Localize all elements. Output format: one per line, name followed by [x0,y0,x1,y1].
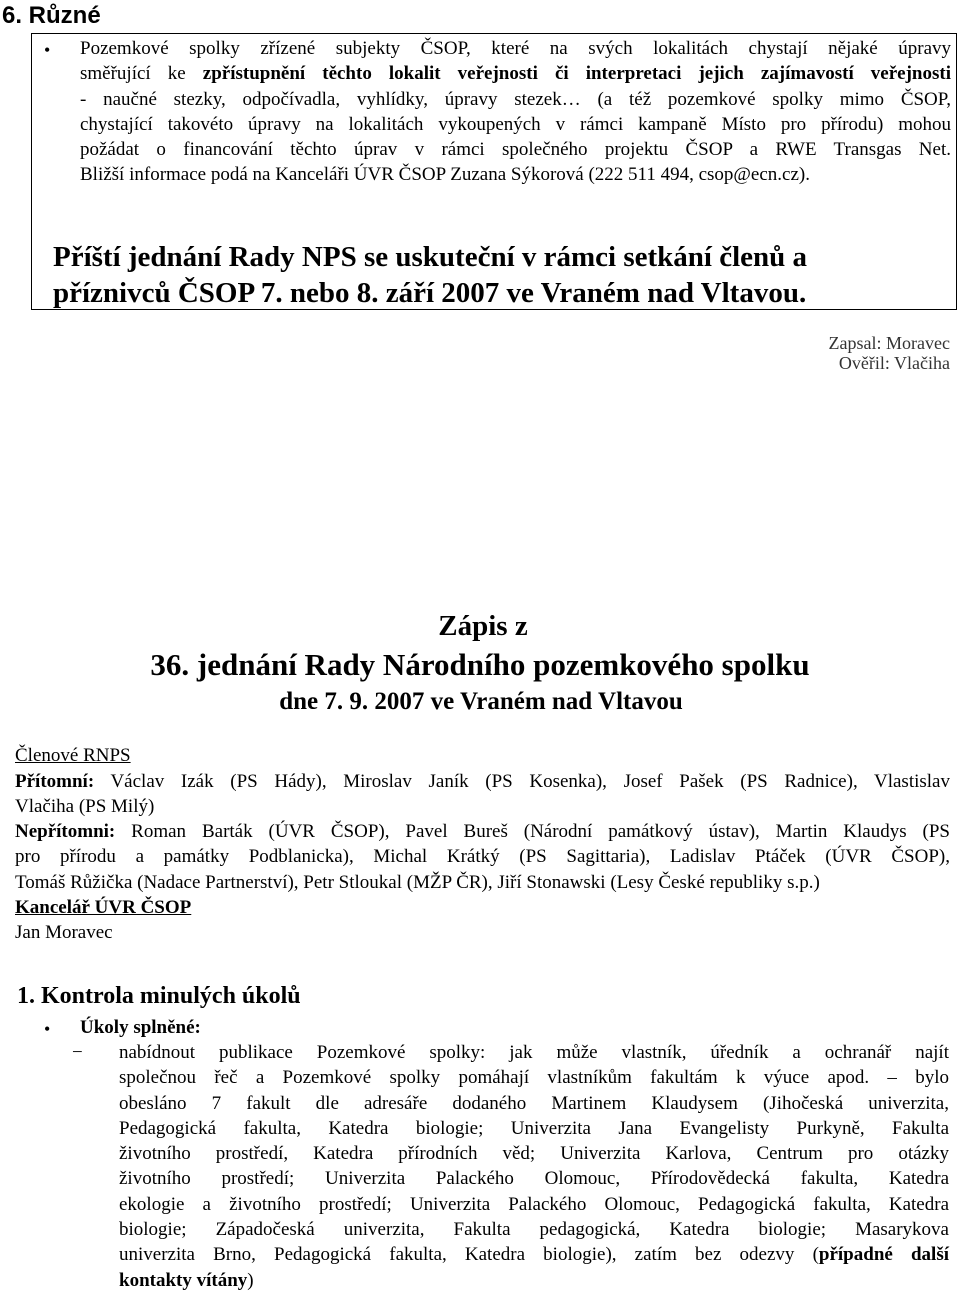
paragraph-line: společnou řeč a Pozemkové spolky pomáhají vlastníkům fakultám k výuce apod. – bylo [119,1067,949,1089]
next-meeting-line-2: příznivců ČSOP 7. nebo 8. září 2007 ve Vraném nad Vltavou. [53,277,807,309]
minutes-title-2: 36. jednání Rady Národního pozemkového spolku [150,647,810,682]
paragraph-line: ekologie a životního prostředí; Univerzita Palackého Olomouc, Pedagogická fakulta, Katedra [119,1193,949,1215]
tasks-done-label: Úkoly splněné: [80,1017,201,1038]
paragraph-line: kontakty vítány) [119,1269,254,1291]
paragraph-line: - naučné stezky, odpočívadla, vyhlídky, úpravy stezek… (a též pozemkové spolky mimo ČSOP, [80,88,951,110]
section-6-paragraph [80,36,951,188]
task-item-paragraph [119,1040,949,1293]
paragraph-line: obesláno 7 fakult dle adresáře dodaného Martinem Klaudysem (Jihočeská univerzita, [119,1092,949,1114]
dash-icon: − [72,1042,83,1063]
paragraph-line: Bližší informace podá na Kanceláři ÚVR ČSOP Zuzana Sýkorová (222 511 494, csop@ecn.cz). [80,164,810,186]
section-1-heading: 1. Kontrola minulých úkolů [17,983,301,1009]
verified-by: Ověřil: Vlačiha [838,353,950,373]
office-heading: Kancelář ÚVR ČSOP [15,897,192,918]
paragraph-line: pro přírodu a památky Podblanicka), Michal Krátký (PS Sagittaria), Ladislav Ptáček (ÚVR ČSOP), [15,846,950,868]
next-meeting-line-1: Příští jednání Rady NPS se uskuteční v rámci setkání členů a [53,241,808,273]
paragraph-line: Tomáš Růžička (Nadace Partnerství), Petr Stloukal (MŽP ČR), Jiří Stonawski (Lesy České republiky s.p.) [15,871,820,893]
bullet-icon: • [44,40,51,60]
paragraph-line: univerzita Brno, Pedagogická fakulta, Katedra biologie), zatím bez odezvy (případné další [119,1244,949,1266]
paragraph-line: Pedagogická fakulta, Katedra biologie; Univerzita Jana Evangelisty Purkyně, Fakulta [119,1117,949,1139]
paragraph-line: Vlačiha (PS Milý) [15,796,155,818]
absent-list [15,819,950,895]
paragraph-line: požádat o financování těchto úprav v rámci společného projektu ČSOP a RWE Transgas Net. [80,139,951,161]
paragraph-line: Nepřítomni: Roman Barták (ÚVR ČSOP), Pavel Bureš (Národní památkový ústav), Martin Klaudys (PS [15,821,950,842]
paragraph-line: biologie; Západočeská univerzita, Fakulta pedagogická, Katedra biologie; Masarykova [119,1219,949,1241]
section-6-heading: 6. Různé [2,2,101,29]
bullet-icon: • [44,1019,51,1039]
paragraph-line: životního prostředí; Univerzita Palackého Olomouc, Přírodovědecká fakulta, Katedra [119,1168,949,1190]
paragraph-line: Přítomní: Václav Izák (PS Hády), Miroslav Janík (PS Kosenka), Josef Pašek (PS Radnice), Vlastislav [15,771,950,792]
paragraph-line: chystající takovéto úpravy na lokalitách vykoupených v rámci kampaně Místo pro přírodu) mohou [80,113,951,135]
minutes-title-3: dne 7. 9. 2007 ve Vraném nad Vltavou [279,688,683,715]
paragraph-line: směřující ke zpřístupnění těchto lokalit veřejnosti či interpretaci jejich zajímavostí veřejnosti [80,63,951,85]
office-person: Jan Moravec [15,922,113,943]
minutes-title-1: Zápis z [438,610,528,642]
members-heading: Členové RNPS [15,745,131,766]
recorded-by: Zapsal: Moravec [828,333,950,353]
paragraph-line: životního prostředí, Katedra přírodních věd; Univerzita Karlova, Centrum pro otázky [119,1143,949,1165]
present-list [15,769,950,820]
paragraph-line: nabídnout publikace Pozemkové spolky: jak může vlastník, úředník a ochranář najít [119,1042,949,1063]
paragraph-line: Pozemkové spolky zřízené subjekty ČSOP, které na svých lokalitách chystají nějaké úpravy [80,38,951,59]
